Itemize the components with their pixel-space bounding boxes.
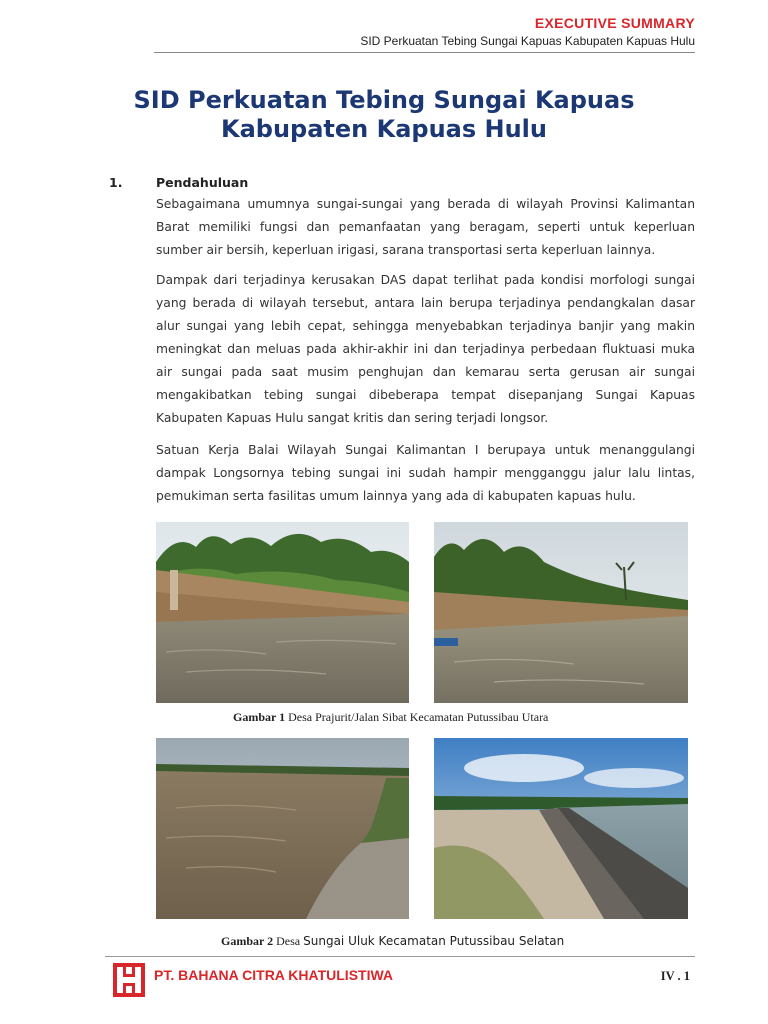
footer-divider [105, 956, 695, 957]
header-subtitle: SID Perkuatan Tebing Sungai Kapuas Kabupaten Kapuas Hulu [360, 34, 695, 48]
document-title-line1: SID Perkuatan Tebing Sungai Kapuas [133, 86, 635, 114]
document-title [0, 86, 768, 144]
figure-label: Gambar 2 [221, 934, 274, 948]
figure-caption-prefix: Desa [276, 934, 301, 948]
footer-company-name: PT. BAHANA CITRA KHATULISTIWA [154, 967, 394, 983]
figure-label: Gambar 1 [233, 710, 286, 724]
figure-caption-text: Sungai Uluk Kecamatan Putussibau Selatan [303, 934, 565, 948]
page-number: IV . 1 [660, 969, 690, 983]
figure-caption-text: Desa Prajurit/Jalan Sibat Kecamatan Putussibau Utara [288, 710, 549, 724]
photo-river-wide [156, 738, 409, 919]
paragraph: Satuan Kerja Balai Wilayah Sungai Kalimantan I berupaya untuk menanggulangi dampak Longsornya tebing sungai ini sudah hampir mengganggu jalur lalu lintas, pemukiman serta fasilitas umum lainnya yang ada di kabupaten kapuas hulu. [156, 443, 695, 503]
section-heading: Pendahuluan [156, 175, 249, 190]
photo-river-revetment [434, 738, 688, 919]
paragraph: Dampak dari terjadinya kerusakan DAS dapat terlihat pada kondisi morfologi sungai yang berada di wilayah tersebut, antara lain berupa terjadinya pendangkalan dasar alur sungai yang lebih cepat, sehingga menyebabkan terjadinya banjir yang makin meningkat dan meluas pada akhir-akhir ini dan terjadinya perbedaan fluktuasi muka air sungai pada saat musim penghujan dan kemarau serta gerusan air sungai mengakibatkan tebing sungai dibeberapa tempat disepanjang Sungai Kapuas Kabupaten Kapuas Hulu sangat kritis dan sering terjadi longsor. [156, 273, 695, 425]
header-title: EXECUTIVE SUMMARY [534, 15, 695, 31]
photo-riverbank-erosion-2 [434, 522, 688, 703]
paragraph: Sebagaimana umumnya sungai-sungai yang berada di wilayah Provinsi Kalimantan Barat memiliki fungsi dan pemanfaatan yang beragam, seperti untuk keperluan sumber air bersih, keperluan irigasi, sarana transportasi serta keperluan lainnya. [156, 197, 695, 257]
photo-riverbank-erosion-1 [156, 522, 409, 703]
figure-caption-2 [221, 934, 564, 949]
company-logo [113, 963, 145, 997]
document-title-line2: Kabupaten Kapuas Hulu [220, 115, 547, 143]
figure-caption-1 [233, 710, 548, 725]
header-divider [154, 52, 695, 53]
section-number: 1. [109, 175, 123, 190]
